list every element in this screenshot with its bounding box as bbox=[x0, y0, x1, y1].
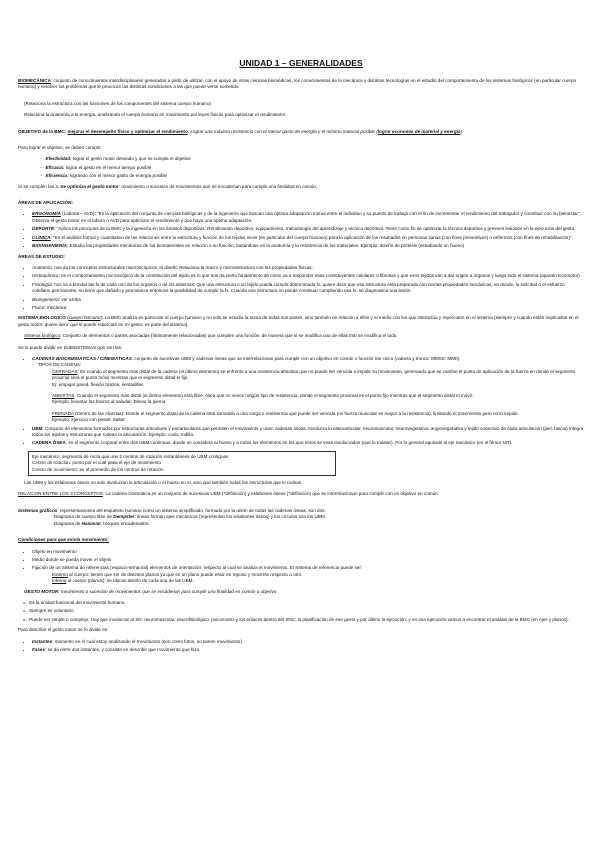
area-text: (Laboral – AVD): "Es la aplicación del conjunto de ciencias biológicas y de la ingeniería que buscan una optima adaptación mutua entre el individuo y su puesto de trabajo con el fin de incrementar el rendimiento del trabajador y contribuir con su bienestar": Observa el gesto motor en el laburo o AVD para optimizar el rendimiento y que haya una optima adaptación. bbox=[32, 211, 581, 223]
condition-text: lograr el gesto en el menor tiempo posible bbox=[64, 164, 152, 170]
condition-term: Efectividad: bbox=[45, 156, 72, 162]
list-item bbox=[32, 235, 584, 241]
box-line: Eje mecánico: segmento de recta que une 2 centros de rotación instantáneos de UBM contiguas bbox=[32, 453, 229, 459]
gesto-motor-list bbox=[18, 600, 584, 623]
list-item: • Objeto en movimiento bbox=[32, 549, 584, 555]
objetivo-lead: OBJETIVO de la BMC: bbox=[18, 128, 68, 134]
area-text: : "Es el análisis formal y cuantitativo de las relaciones entre la estructura y función de los tejidos vivos (en particular del cuerpo humano) para la aplicación de los resultados en personas sanas (con fines preventivos) o enfermos (con fines de rehabilitación)". bbox=[50, 234, 573, 240]
objetivo-italic: : Lograr una máxima resistencia con el menor gasto de energía y el mínimo material posible ( bbox=[187, 128, 378, 134]
cerradas-block bbox=[52, 369, 584, 388]
cerradas-example: Ej: empujar pared, flexión brazos, sentadillas bbox=[52, 381, 144, 387]
list-item bbox=[32, 265, 584, 271]
area-term: DEPORTE bbox=[32, 226, 55, 232]
dempster-c: : líneas forman ejes mecánicos (representan los eslabones óseos) y los círculos son los UBM. bbox=[134, 514, 326, 520]
objetivo-bold-end: lograr economía de material y energía bbox=[377, 128, 461, 134]
division-term: Instantes bbox=[32, 638, 53, 644]
biomecanica-term: BIOMECÁNICA bbox=[18, 78, 51, 83]
ubm-text: : Conjunto de elementos formados por estructuras articulares y periarticulares que permiten el movimiento y unen cadenas óseas. Involucra lo osteoarticular, neuromuscular, neurovegetativo, angiovegetativa y tejido conectivo de cada articulación (piel, fascia) Integra todos los tejidos y estructuras que rodean la articulación. Ejemplo: codo, rodilla. bbox=[32, 425, 584, 438]
sistema-def bbox=[24, 333, 584, 339]
list-item bbox=[32, 226, 584, 232]
area-text: : Estudia las propiedades mecánicas de los biomateriales en relación a su función, basándose en la anatomía y la resistencia de los materiales. Ejemplo: diseño de prótesis (estudiando un hueso) bbox=[66, 243, 465, 249]
biomecanica-paragraph bbox=[18, 78, 584, 91]
cadena-osea-term: CADENA ÓSEA bbox=[32, 440, 66, 446]
hanavan-line bbox=[54, 521, 150, 527]
si-cumplen bbox=[18, 184, 584, 190]
abiertas-example: Ejemplo: levantar los brazos al saludar: Elevar la pierna bbox=[52, 399, 166, 405]
sistema-term: SISTEMA BIOLOGICO bbox=[18, 315, 66, 321]
areas-aplicacion-list bbox=[18, 211, 584, 249]
estudio-text: : nos va a brindar las fx de cada uno de los órganos o de los sistemas. Que una estructura o un tejido pueda cumplir determinada fx, quiere decir que esa estructura esta preparada con ciertas propiedades mecánicas, en donde, la solicitud o el esfuerzo cotidiano permanente, no tiene que dañarlo y permanece entonces la posibilidad de cumplir la fx. Cuando esa estructura no puede continuar cumpliendo esa fx, se diagnostica una lesión. bbox=[32, 281, 565, 294]
list-item bbox=[32, 426, 584, 439]
area-term: BIOINGENIERÍA bbox=[32, 243, 67, 249]
cadena-osea-text: : es el segmento corporal entre dos UBM continuas, donde se considera al hueso y a todos los elementos en los que estos se vean involucrados (que lo rodean). Por lo general equivale al eje mecánico (en el fémur NO). bbox=[65, 440, 513, 446]
hanavan-b: Hanavan bbox=[81, 520, 101, 526]
document-page bbox=[18, 58, 584, 657]
division-list bbox=[18, 639, 584, 654]
frenada-example: Ejemplo: ejercicio con pesas: Saltar bbox=[52, 417, 125, 423]
areas-estudio-list bbox=[18, 265, 584, 311]
list-item bbox=[32, 356, 584, 424]
gesto-motor-text: : movimiento o sucesión de movimientos que se encadenan para cumplir una finalidad en común u objetivo bbox=[58, 588, 277, 594]
cerradas-term: CERRADAS bbox=[52, 368, 78, 374]
sistemas-graficos-text: : representaciones del esqueleto humano como un sistema simplificado, formado por la unión de todas las cadenas óseas: son dos: bbox=[57, 507, 326, 513]
division-term: Fases bbox=[32, 646, 46, 652]
si-cumplen-c: : movimiento o sucesión de movimientos que se encadenan para cumplir una finalidad en común. bbox=[118, 183, 318, 189]
box-line: Centro de rotación: punto por el cual pasa el eje de movimiento bbox=[32, 460, 161, 466]
objetivo-underlined: mejorar el desempeño físico y optimizar el rendimiento bbox=[67, 128, 188, 134]
list-item bbox=[45, 173, 584, 179]
subsistemas-list bbox=[18, 356, 584, 447]
hanavan-a: Diagrama de bbox=[54, 520, 82, 526]
conditions-list bbox=[18, 156, 584, 179]
condition-text: logrando con el menor gasto de energía posible bbox=[68, 173, 168, 179]
estudio-term: Física bbox=[32, 304, 45, 310]
ubm-term: UBM bbox=[32, 425, 43, 431]
interno-line bbox=[52, 578, 584, 584]
cerradas-text: : Es cuando el segmento más distal de la cadena (el último elemento) se enfrenta a una resistencia absoluta que no puede ser vencida e impide su movimiento, generando que se cambie el punto de aplicación de la fuerza en donde el segmento proximal será el punto móvil mientras que el segmento distal el fijo. bbox=[52, 368, 576, 381]
cadenas-term: CADENAS BIOCINEMÁTICAS / CINEMÁTICAS bbox=[32, 355, 132, 361]
estudio-text: : ver arriba bbox=[58, 296, 81, 302]
relaciona-note-1: (Relaciona la estructura con las funciones de los componentes del sistema cuerpo humano) bbox=[24, 100, 211, 106]
si-cumplen-b: Se optimiza el gesto motor bbox=[60, 183, 119, 189]
interno-term: Interno bbox=[52, 578, 67, 584]
list-item bbox=[32, 647, 584, 653]
areas-aplicacion-heading: ÁREAS DE APLICACIÓN: bbox=[18, 200, 73, 206]
area-term: CLÍNICA bbox=[32, 234, 51, 240]
list-item bbox=[32, 440, 584, 446]
condition-term: Eficacia: bbox=[45, 164, 65, 170]
list-item bbox=[32, 211, 584, 224]
ubm-note: Las UBM y los eslabones óseos no solo involucran la articulación o el hueso en sí, sino que también todas las estructuras que lo rodean. bbox=[24, 480, 303, 486]
estudio-term: Histoquímica bbox=[32, 273, 59, 279]
frenada-term: FRENADA bbox=[52, 410, 74, 416]
condition-term: Eficiencia: bbox=[45, 173, 69, 179]
page-title: UNIDAD 1 – GENERALIDADES bbox=[239, 58, 363, 68]
list-item: • Medio donde se pueda mover el objeto bbox=[32, 557, 584, 563]
areas-estudio-heading: ÁREAS DE ESTUDIO: bbox=[18, 253, 65, 259]
area-text: : "Aplica los principios de la BMC y la ingeniería en los ámbitos deportivos: Rendimiento deportivo, equipamiento, metodología del aprendizaje y técnica deportiva. Tiene como fin de optimizar la técnica deportiva y prevenir lesiones en la ejecución del gesto. bbox=[54, 226, 576, 232]
dempster-b: Dempster bbox=[113, 514, 135, 520]
division-text: : se da entre dos instantes, y consiste en describir que movimiento que hizo. bbox=[45, 646, 201, 652]
abiertas-text: : Cuando el segmento más distal (el último elemento) está libre, ósea que no vence ningún tipo de resistencia, donde el segmento proximal es el punto fijo mientras que el segmento distal el móvil. bbox=[74, 393, 473, 398]
condicion-text: Fijación de un Sistema de referencias (espacio-temporal) elementos de orientación: respecto al cual se analiza el movimiento. El sistema de referencia puede ser: bbox=[32, 565, 363, 571]
list-item: o Siempre es voluntario bbox=[32, 608, 584, 614]
abiertas-block bbox=[52, 393, 584, 406]
sistema-def-term: Sistema biológico bbox=[24, 333, 61, 339]
relaciona-note-2: Relaciona la anatomía a la energía, analizando el cuerpo humano en movimiento por leyes físicas para optimizar el rendimiento! bbox=[24, 112, 286, 118]
sistemas-graficos-paragraph bbox=[18, 508, 584, 527]
para-describir: Para describir el gesto motor se lo divide en: bbox=[18, 627, 109, 633]
estudio-term: Bioingeniería bbox=[32, 296, 59, 302]
list-item bbox=[32, 243, 584, 249]
estudio-term: Anatomía bbox=[32, 264, 52, 270]
sistema-paragraph: SISTEMA BIOLOGICO (cuerpo humano): La BMC analiza en particular al cuerpo humano y no solo se estudia la suma de todas sus partes, sino también en relación a ellos y el medio con los que interactúa y repercuten en el sistema (siempre y cuando estén implicados en el gesto motor: quiere decir que si puede repercutir en mi gesto, es parte del sistema). bbox=[18, 315, 579, 327]
sistema-text: : La BMC analiza en particular al cuerpo humano y no solo se estudia la suma de todas sus partes, sino también en relación a ellos y el medio con los que interactúa y repercuten en el sistema (siempre y cuando estén implicados en el gesto motor: quiere decir que si puede repercutir en mi gesto, es parte del sistema). bbox=[18, 315, 579, 327]
interno-text: al cuerpo (planos): se ubican dentro de cada una de las UBM. bbox=[66, 578, 194, 584]
estudio-text: : mecánica bbox=[44, 304, 67, 310]
relacion-term: RELACION ENTRE LOS 3 CONCEPTOS bbox=[18, 491, 103, 497]
dempster-a: Diagrama de cuerpo libre de bbox=[54, 514, 114, 520]
list-item bbox=[45, 164, 584, 171]
relacion-text: : La cadena cinemática es un conjunto de sucesivas UBM (*definición) y eslabones óseos (*definición) que se interrelacionan para cumplir con un objetivo en común. bbox=[102, 491, 439, 497]
relacion-paragraph bbox=[18, 491, 584, 497]
cadenas-text: : conjunto de sucesivas UBM y cadenas óseas que se interrelacionan para cumplir con un objetivo en común o función Sin cinco (cabeza y tronco: MMSS; MMII). bbox=[131, 355, 461, 361]
hanavan-c: : bloques encadenados. bbox=[100, 520, 150, 526]
condiciones-list bbox=[18, 549, 584, 585]
list-item bbox=[32, 297, 584, 303]
sistema-def-text: : Conjunto de elementos o partes asociadas (íntimamente relacionadas) que cumplen una función, de manera que si se modifica una de ellas tmb se modifica el todo. bbox=[60, 333, 398, 339]
sistema-sub-intro: Se lo puede dividir en SUBSISTEMAS que son las: bbox=[18, 344, 123, 350]
biomecanica-text: : conjunto de conocimientos interdisciplinares generados a partir de utilizar, con el apoyo de otras ciencias biomédicas, los conocimientos de la mecánica y distintas tecnologías en el estudio del comportamiento de los sistemas biológicos (en particular cuerpo humano) y resolver los problemas que le provocan las distintas condiciones a las que puede verse sometido. bbox=[18, 78, 577, 90]
condition-text: lograr el gesto motor deseado y que se cumpla el objetivo bbox=[71, 156, 191, 162]
objetivo-paragraph bbox=[18, 129, 584, 135]
box-line: Centro de movimiento: es el promedio de los centros de rotación. bbox=[32, 466, 165, 472]
list-item bbox=[45, 156, 584, 162]
list-item bbox=[32, 273, 584, 279]
abiertas-term: ABIERTAS bbox=[52, 393, 75, 398]
frenada-block bbox=[52, 411, 584, 424]
list-item bbox=[32, 565, 584, 584]
estudio-text: : es el comportamiento microscópico de la constitución del tejido es lo que nos da cierto fundamento de cómo va a responder esas constituyentes celulares o fibrosas y que esos tejidos van a dar origen a órganos y luego todo el sistema (aparato locomotor) bbox=[58, 273, 580, 279]
externo-text: al cuerpo: tienen que ser de distintos planos ya que en un plano puede estar en reposo y moverse respecto a otro. bbox=[67, 571, 303, 577]
objetivo-close: ). bbox=[460, 128, 464, 134]
si-cumplen-a: Si se cumplen las 3, bbox=[18, 183, 61, 189]
list-item bbox=[32, 639, 584, 645]
list-item: o Puede ser simple o complejo: Hay que involucrar al SN: neuromuscular, neurofisiológico, psicomotriz y los enlaces dentro del SNC: la planificación de ese gesto y por último la ejecución, y en esa ejecución vamos a encontrar el análisis de la BMC (en ejes y planos). bbox=[32, 617, 584, 623]
sistemas-graficos-term: Sistemas gráficos bbox=[18, 507, 58, 513]
sistema-paren: cuerpo humano bbox=[68, 315, 101, 321]
list-item bbox=[32, 282, 584, 295]
gesto-motor-paragraph bbox=[24, 589, 584, 595]
condiciones-heading: Condiciones para que exista movimiento: bbox=[18, 537, 109, 543]
externo-term: Externo bbox=[52, 571, 68, 577]
tipos-cadena: TIPOS DE CADENA: bbox=[38, 362, 82, 368]
estudio-text: : nos da los conceptos estructurales macroscópicos, el diseño Relaciona la macro y microestructura con las propiedades físicas. bbox=[51, 264, 313, 270]
frenada-text: (Dentro de las Abiertas): Donde el segmento distal de la cadena está sometido a una carga o resistencia que puede ser vencida (mi fuerza muscular es mayor a la resistencia), limitando el movimiento pero no lo impide. bbox=[73, 410, 520, 416]
area-term: ERGONOMÍA bbox=[32, 211, 61, 217]
gesto-motor-term: GESTO MOTOR bbox=[24, 588, 59, 594]
list-item: o Es la unidad funcional del movimiento humano. bbox=[32, 600, 584, 606]
definitions-box bbox=[28, 451, 336, 476]
para-lograr: Para lograr el objetivo, se deben cumplir: bbox=[18, 145, 102, 151]
list-item bbox=[32, 305, 584, 311]
estudio-term: Fisiología bbox=[32, 281, 52, 287]
division-text: : momento en el cual estoy analizando el movimiento (son como fotos, no tienen movimiento). bbox=[52, 638, 244, 644]
